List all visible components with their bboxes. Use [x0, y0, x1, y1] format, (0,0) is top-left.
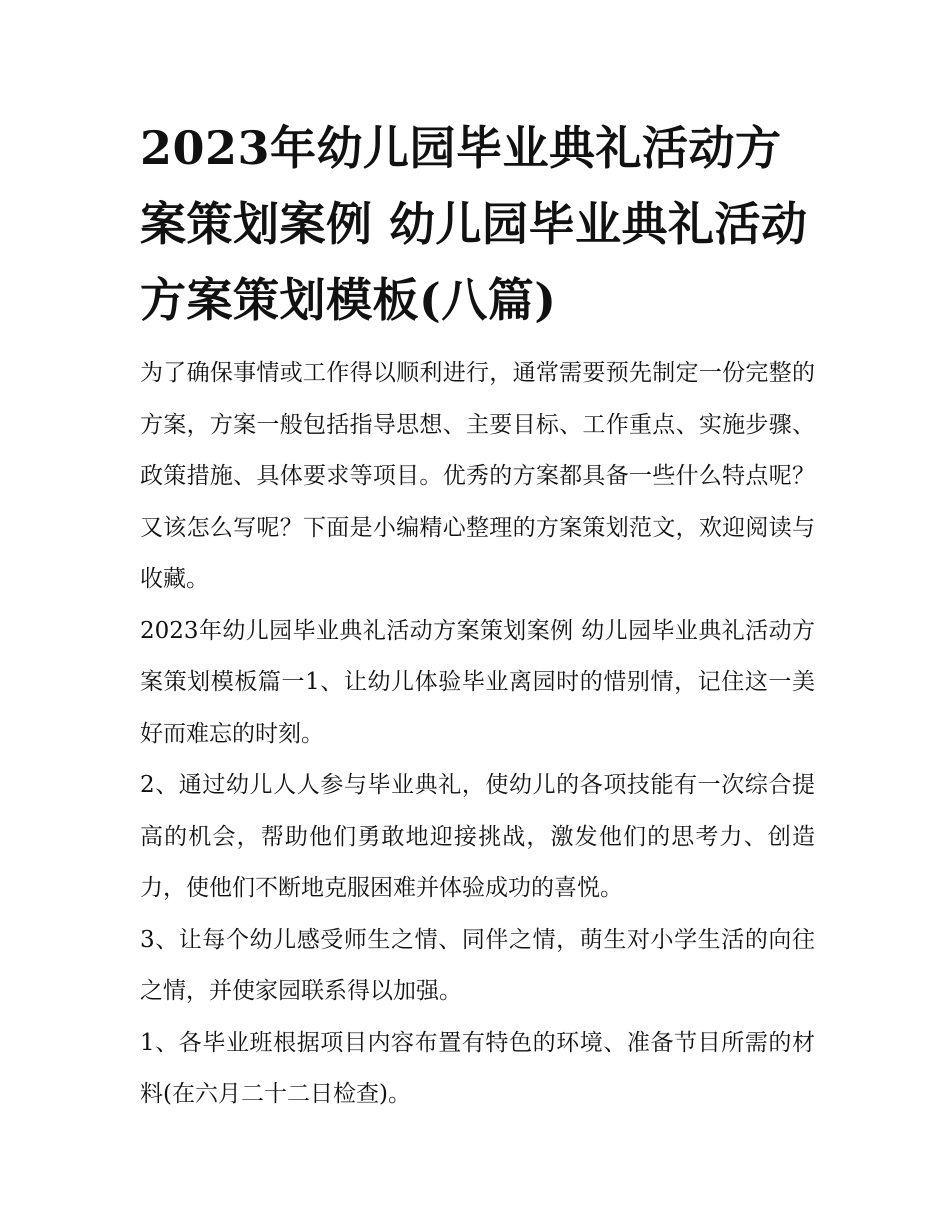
preparation-one-paragraph: 1、各毕业班根据项目内容布置有特色的环境、准备节目所需的材料(在六月二十二日检查)。: [140, 1029, 815, 1107]
section-one-paragraph: 2023年幼儿园毕业典礼活动方案策划案例 幼儿园毕业典礼活动方案策划模板篇一1、让幼儿体验毕业离园时的惜别情，记住这一美好而难忘的时刻。: [140, 617, 815, 747]
intro-paragraph: 为了确保事情或工作得以顺利进行，通常需要预先制定一份完整的方案，方案一般包括指导思想、主要目标、工作重点、实施步骤、政策措施、具体要求等项目。优秀的方案都具备一些什么特点呢？又该怎么写呢？下面是小编精心整理的方案策划范文，欢迎阅读与收藏。: [140, 360, 815, 592]
goal-two-paragraph: 2、通过幼儿人人参与毕业典礼，使幼儿的各项技能有一次综合提高的机会，帮助他们勇敢地迎接挑战，激发他们的思考力、创造力，使他们不断地克服困难并体验成功的喜悦。: [140, 772, 815, 901]
goal-three-paragraph: 3、让每个幼儿感受师生之情、同伴之情，萌生对小学生活的向往之情，并使家园联系得以加强。: [140, 926, 815, 1004]
document-title: 2023年幼儿园毕业典礼活动方案策划案例 幼儿园毕业典礼活动方案策划模板(八篇): [140, 121, 808, 327]
document-page: [140, 110, 815, 1121]
